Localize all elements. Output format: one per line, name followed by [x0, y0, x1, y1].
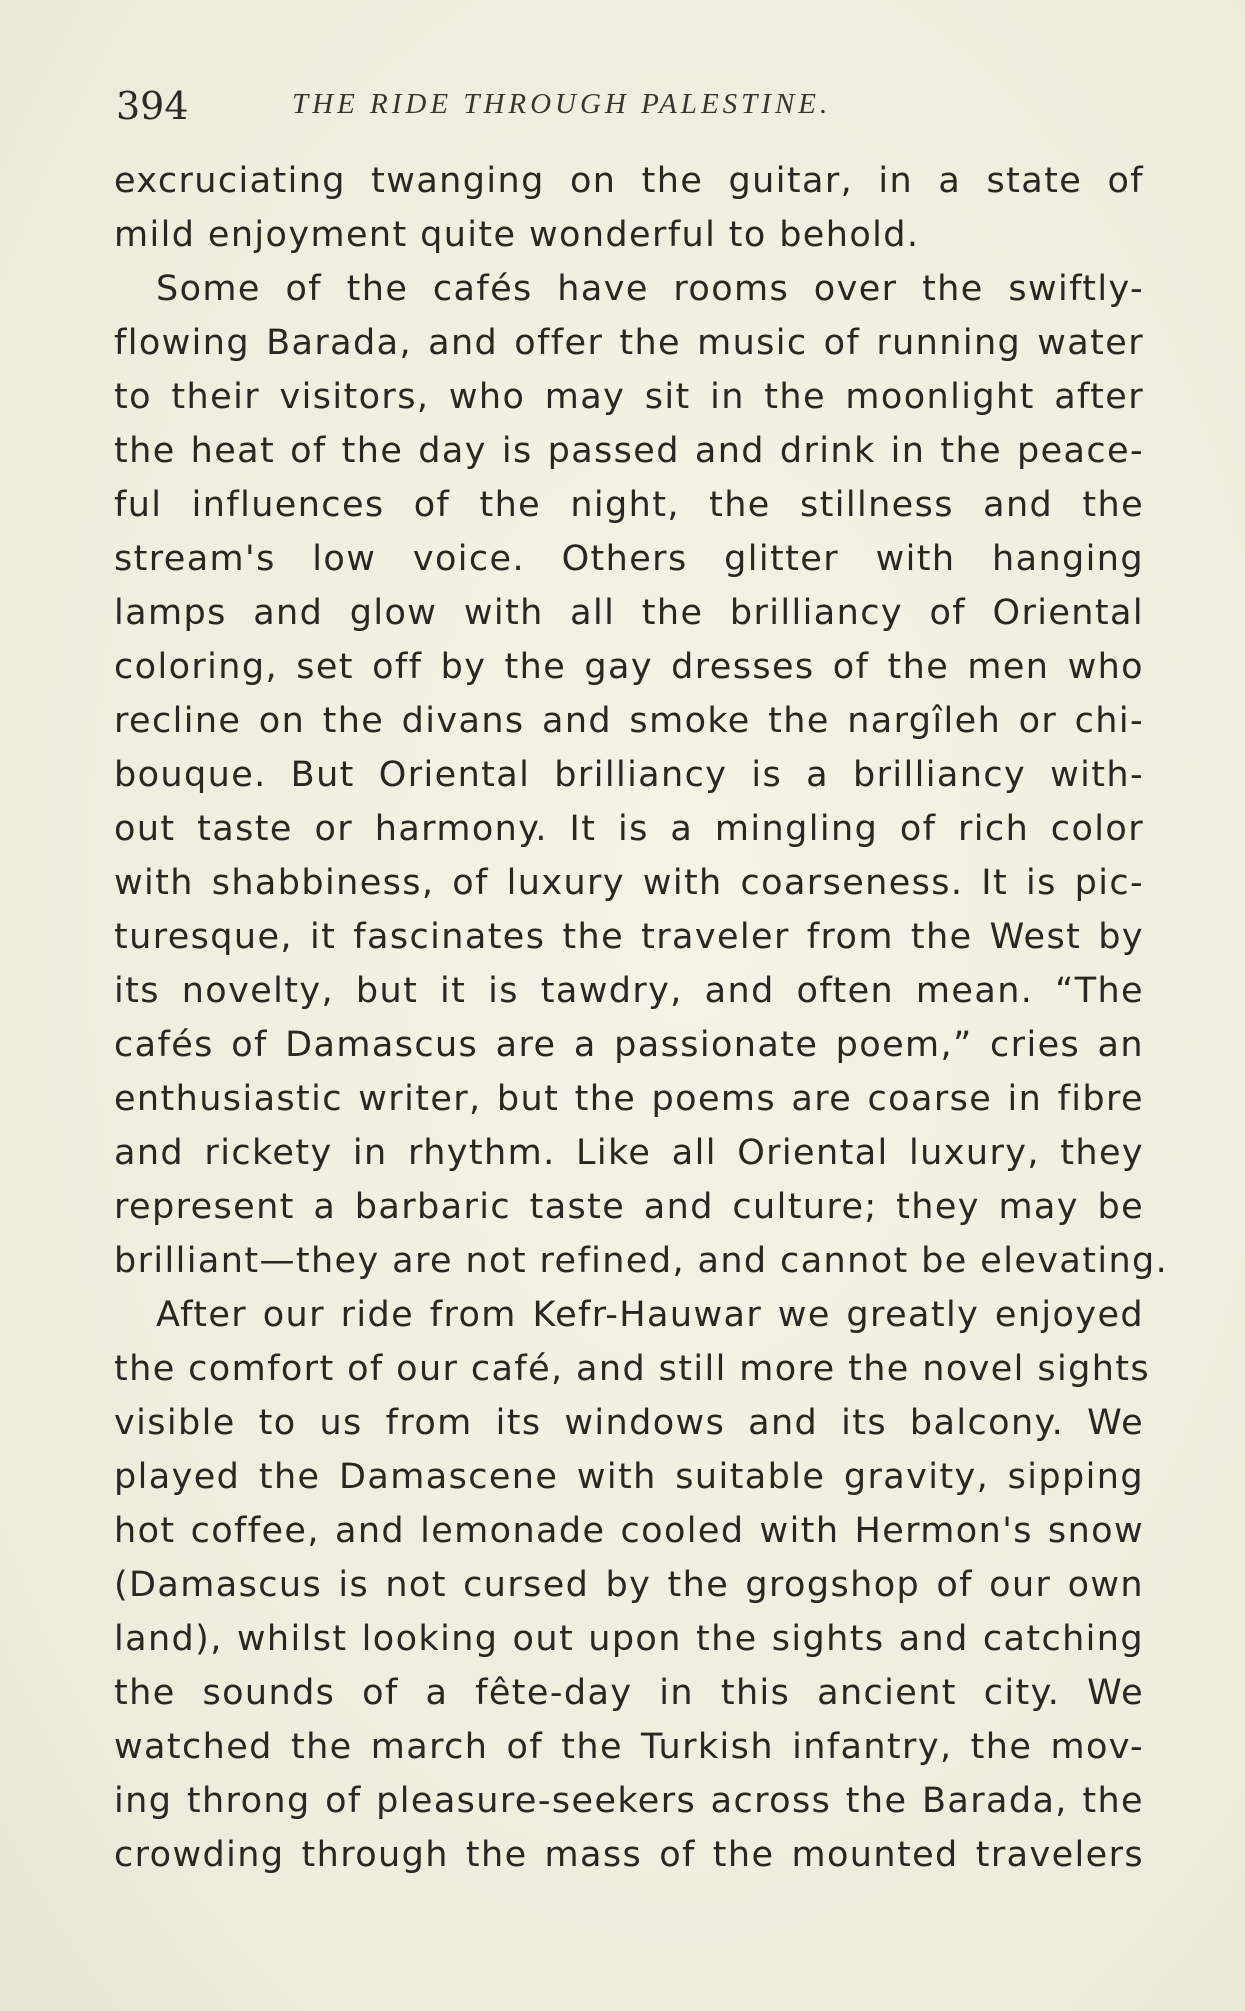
- text-line: hot coffee, and lemonade cooled with Hermon's snow: [114, 1511, 1144, 1551]
- text-line: and rickety in rhythm. Like all Oriental luxury, they: [114, 1133, 1144, 1173]
- text-line: turesque, it fascinates the traveler from the West by: [114, 917, 1144, 957]
- text-line: After our ride from Kefr-Hauwar we greatly enjoyed: [156, 1295, 1144, 1335]
- page-header: [116, 78, 1156, 134]
- text-line: flowing Barada, and offer the music of running water: [114, 323, 1144, 363]
- text-line: recline on the divans and smoke the nargîleh or chi-: [114, 701, 1144, 741]
- running-head: THE RIDE THROUGH PALESTINE.: [292, 88, 832, 120]
- text-line: mild enjoyment quite wonderful to behold.: [114, 215, 920, 255]
- text-line: played the Damascene with suitable gravity, sipping: [114, 1457, 1144, 1497]
- body-text: [114, 154, 1169, 1882]
- text-line: bouque. But Oriental brilliancy is a brilliancy with-: [114, 755, 1144, 795]
- text-line: brilliant—they are not refined, and cannot be elevating.: [114, 1241, 1169, 1281]
- text-line: the comfort of our café, and still more the novel sights: [114, 1349, 1151, 1389]
- text-line: coloring, set off by the gay dresses of the men who: [114, 647, 1144, 687]
- text-line: Some of the cafés have rooms over the swiftly-: [156, 269, 1144, 309]
- text-line: the sounds of a fête-day in this ancient city. We: [114, 1673, 1144, 1713]
- text-line: watched the march of the Turkish infantry, the mov-: [114, 1727, 1144, 1767]
- text-line: represent a barbaric taste and culture; they may be: [114, 1187, 1144, 1227]
- text-line: excruciating twanging on the guitar, in a state of: [114, 161, 1144, 201]
- text-line: out taste or harmony. It is a mingling of rich color: [114, 809, 1144, 849]
- text-line: ful influences of the night, the stillness and the: [114, 485, 1144, 525]
- text-line: (Damascus is not cursed by the grogshop of our own: [114, 1565, 1144, 1605]
- text-line: cafés of Damascus are a passionate poem,” cries an: [114, 1025, 1144, 1065]
- text-line: enthusiastic writer, but the poems are coarse in fibre: [114, 1079, 1144, 1119]
- text-line: the heat of the day is passed and drink in the peace-: [114, 431, 1144, 471]
- text-line: with shabbiness, of luxury with coarseness. It is pic-: [114, 863, 1144, 903]
- text-line: visible to us from its windows and its balcony. We: [114, 1403, 1144, 1443]
- text-line: crowding through the mass of the mounted travelers: [114, 1835, 1144, 1875]
- text-line: ing throng of pleasure-seekers across the Barada, the: [114, 1781, 1144, 1821]
- text-line: its novelty, but it is tawdry, and often mean. “The: [114, 971, 1144, 1011]
- text-line: to their visitors, who may sit in the moonlight after: [114, 377, 1144, 417]
- text-line: stream's low voice. Others glitter with hanging: [114, 539, 1144, 579]
- text-line: land), whilst looking out upon the sights and catching: [114, 1619, 1144, 1659]
- page-number: 394: [116, 84, 189, 128]
- text-line: lamps and glow with all the brilliancy of Oriental: [114, 593, 1144, 633]
